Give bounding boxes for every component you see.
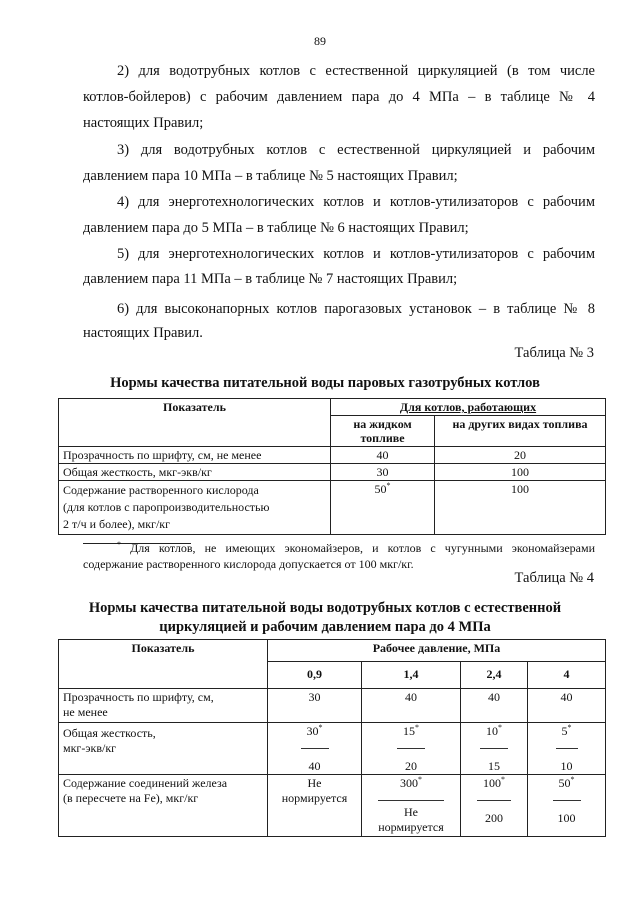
value-bottom: 10 — [560, 759, 573, 773]
value-bottom: 40 — [308, 759, 321, 773]
table-row — [59, 464, 606, 481]
table-4-row-2-val-2 — [461, 723, 528, 775]
list-item-3-line-2: давлением пара 10 МПа – в таблице № 5 настоящих Правил; — [83, 168, 458, 184]
table-4-row-1-name-2: не менее — [63, 705, 108, 719]
table-row — [59, 723, 606, 775]
table-3-row-2-name: Общая жесткость, мкг-экв/кг — [59, 464, 331, 481]
value-line-2: нормируется — [281, 791, 348, 805]
value-bottom: 100 — [557, 811, 576, 825]
table-4-row-1-val-2: 40 — [461, 689, 528, 723]
list-item-6-line-2: настоящих Правил. — [83, 325, 203, 341]
table-3-row-1-other: 20 — [435, 447, 606, 464]
table-3-header-group: Для котлов, работающих — [331, 399, 606, 416]
table-4-pressure-2: 2,4 — [461, 661, 528, 688]
table-4-row-3-val-2 — [461, 775, 528, 837]
table-row — [59, 775, 606, 837]
table-4-row-1-name-1: Прозрачность по шрифту, см, — [63, 690, 214, 704]
value-bottom: 20 — [405, 759, 417, 773]
table-4-row-2-val-3 — [528, 723, 606, 775]
table-4-row-3-name-1: Содержание соединений железа — [63, 776, 228, 790]
table-4-row-1-val-1: 40 — [362, 689, 461, 723]
table-4-row-2-name-1: Общая жесткость, — [63, 726, 156, 740]
value-line-1: Не — [307, 776, 322, 790]
table-row — [59, 447, 606, 464]
list-item-2-line-1: 2) для водотрубных котлов с естественной циркуляцией (в том числе — [117, 63, 595, 79]
value-bottom-1: Не — [403, 805, 418, 819]
table-4-caption: Таблица № 4 — [514, 570, 594, 586]
list-item-3-line-1: 3) для водотрубных котлов с естественной циркуляцией и рабочим — [117, 142, 595, 158]
table-3-row-3-name-1: Содержание растворенного кислорода — [63, 483, 259, 497]
table-4-row-2-name-2: мкг-экв/кг — [63, 741, 117, 755]
value: 50 — [374, 482, 387, 496]
table-3-title: Нормы качества питательной воды паровых газотрубных котлов — [110, 375, 540, 391]
table-3-row-1-liquid: 40 — [331, 447, 435, 464]
table-3-row-2-liquid: 30 — [331, 464, 435, 481]
value-top: 10 — [486, 724, 498, 738]
page-number: 89 — [314, 34, 326, 48]
value-top: 30 — [306, 724, 319, 738]
table-3-row-3-name-3: 2 т/ч и более), мкг/кг — [63, 517, 171, 531]
value-bottom-2: нормируется — [378, 820, 444, 834]
table-4-row-3-val-0 — [268, 775, 362, 837]
table-4-title-line-1: Нормы качества питательной воды водотрубных котлов с естественной — [88, 600, 562, 616]
table-3 — [58, 398, 606, 535]
table-4-row-2-val-1 — [362, 723, 461, 775]
value-top: 50 — [558, 776, 571, 790]
list-item-6-line-1: 6) для высоконапорных котлов парогазовых установок – в таблице № 8 — [117, 301, 595, 317]
table-4 — [58, 639, 606, 837]
table-4-title-line-2: циркуляцией и рабочим давлением пара до 4 МПа — [159, 619, 491, 635]
footnote-mark: * — [567, 723, 572, 732]
table-4-row-3-val-3 — [528, 775, 606, 837]
footnote-mark: * — [417, 775, 422, 784]
table-3-row-3-liquid — [331, 481, 435, 535]
list-item-4-line-2: давлением пара до 5 МПа – в таблице № 6 настоящих Правил; — [83, 220, 469, 236]
table-4-row-1-val-3: 40 — [528, 689, 606, 723]
table-3-header-liquid-2: топливе — [360, 431, 405, 445]
table-3-row-3-name-2: (для котлов с паропроизводительностью — [63, 500, 270, 514]
value-bottom: 15 — [488, 759, 500, 773]
table-3-row-1-name: Прозрачность по шрифту, см, не менее — [59, 447, 331, 464]
value-top: 300 — [399, 776, 418, 790]
table-4-row-2-name — [59, 723, 268, 775]
footnote-mark: * — [318, 723, 323, 732]
table-4-row-3-val-1 — [362, 775, 461, 837]
list-item-4-line-1: 4) для энерготехнологических котлов и котлов-утилизаторов с рабочим — [117, 194, 595, 210]
footnote-text-1: Для котлов, не имеющих экономайзеров, и котлов с чугунными экономайзерами — [130, 541, 596, 555]
footnote-mark: * — [386, 481, 391, 490]
table-3-caption: Таблица № 3 — [514, 345, 594, 361]
table-4-row-1-name — [59, 689, 268, 723]
table-4-header-pressure: Рабочее давление, МПа — [268, 640, 606, 662]
table-3-row-2-other: 100 — [435, 464, 606, 481]
value-top: 100 — [483, 776, 501, 790]
footnote-mark: * — [501, 775, 505, 784]
table-3-footnote-line-1 — [117, 540, 595, 557]
table-3-row-3-other: 100 — [435, 481, 606, 535]
value-top: 5 — [561, 724, 568, 738]
table-row — [59, 689, 606, 723]
list-item-5-line-2: давлением пара 11 МПа – в таблице № 7 настоящих Правил; — [83, 271, 458, 287]
table-4-row-3-name — [59, 775, 268, 837]
footnote-mark: * — [498, 723, 502, 732]
footnote-mark: * — [117, 540, 121, 549]
table-4-pressure-1: 1,4 — [362, 661, 461, 688]
footnote-mark: * — [570, 775, 575, 784]
table-4-row-1-val-0: 30 — [268, 689, 362, 723]
list-item-2-line-2: котлов-бойлеров) с рабочим давлением пара до 4 МПа – в таблице № 4 — [83, 89, 595, 105]
footnote-mark: * — [415, 723, 419, 732]
table-row — [59, 481, 606, 535]
table-4-header-indicator: Показатель — [59, 640, 268, 689]
table-4-row-2-val-0 — [268, 723, 362, 775]
table-4-row-3-name-2: (в пересчете на Fe), мкг/кг — [63, 791, 199, 805]
table-3-header-indicator: Показатель — [59, 399, 331, 447]
list-item-5-line-1: 5) для энерготехнологических котлов и котлов-утилизаторов с рабочим — [117, 246, 595, 262]
value-bottom: 200 — [485, 811, 503, 825]
table-3-header-liquid — [331, 416, 435, 447]
table-3-header-liquid-1: на жидком — [353, 417, 412, 431]
table-3-footnote-line-2: содержание растворенного кислорода допускается от 100 мкг/кг. — [83, 557, 414, 571]
table-3-row-3-name — [59, 481, 331, 535]
table-3-header-other: на других видах топлива — [435, 416, 606, 447]
value-top: 15 — [403, 724, 415, 738]
table-4-pressure-3: 4 — [528, 661, 606, 688]
table-4-pressure-0: 0,9 — [268, 661, 362, 688]
list-item-2-line-3: настоящих Правил; — [83, 115, 204, 131]
